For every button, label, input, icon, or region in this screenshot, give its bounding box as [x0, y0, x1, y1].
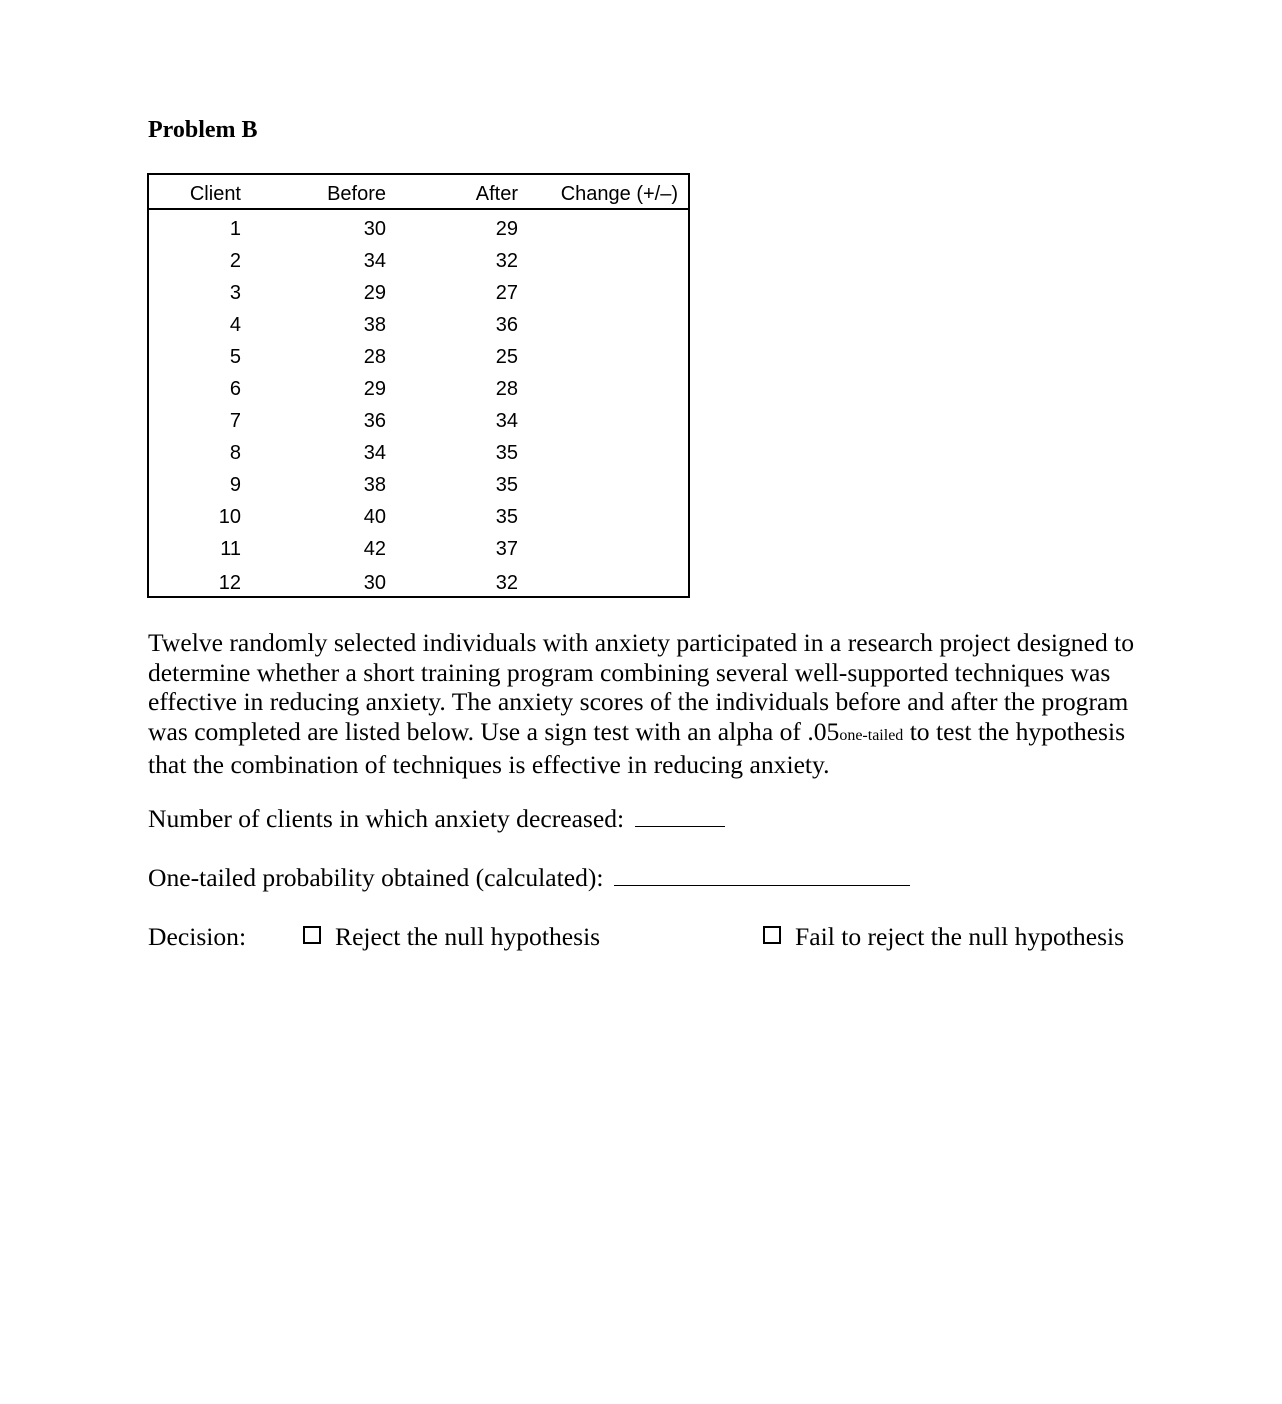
- table-row: [149, 210, 688, 242]
- problem-title: Problem B: [148, 117, 258, 143]
- description-text: Twelve randomly selected individuals with anxiety participated in a research project designed to determine whether a short training program combining several well-supported techniques was effective in reducing anxiety. The anxiety scores of the individuals before and after the program was completed are listed below. Use a sign test with an alpha of .05: [148, 628, 1135, 746]
- cell-client: 6: [229, 378, 241, 400]
- cell-client: 7: [229, 410, 241, 432]
- table-header: [149, 175, 688, 210]
- table-row: [149, 498, 688, 530]
- alpha-subscript: one-tailed: [839, 726, 904, 744]
- cell-after: 37: [495, 538, 518, 560]
- fail-to-reject-checkbox[interactable]: [763, 926, 781, 944]
- cell-client: 12: [218, 572, 241, 594]
- cell-client: 10: [218, 506, 241, 528]
- header-change: Change (+/–): [560, 183, 678, 205]
- reject-checkbox[interactable]: [303, 926, 321, 944]
- cell-client: 1: [229, 218, 241, 240]
- cell-before: 30: [363, 572, 386, 594]
- cell-after: 35: [495, 442, 518, 464]
- cell-client: 8: [229, 442, 241, 464]
- cell-before: 30: [363, 218, 386, 240]
- cell-after: 29: [495, 218, 518, 240]
- reject-label: Reject the null hypothesis: [335, 922, 601, 951]
- decreased-answer-blank[interactable]: [635, 804, 725, 827]
- table-row: [149, 402, 688, 434]
- cell-before: 29: [363, 282, 386, 304]
- cell-client: 3: [229, 282, 241, 304]
- cell-before: 36: [363, 410, 386, 432]
- table-row: [149, 434, 688, 466]
- decision-label: Decision:: [148, 922, 247, 951]
- cell-after: 25: [495, 346, 518, 368]
- cell-before: 40: [363, 506, 386, 528]
- cell-client: 9: [229, 474, 241, 496]
- problem-description: [148, 628, 1148, 780]
- probability-question: [148, 863, 910, 893]
- cell-after: 32: [495, 572, 518, 594]
- cell-client: 5: [229, 346, 241, 368]
- cell-before: 34: [363, 250, 386, 272]
- table-row: [149, 338, 688, 370]
- header-after: After: [475, 183, 518, 205]
- cell-after: 36: [495, 314, 518, 336]
- table-row: [149, 306, 688, 338]
- cell-before: 29: [363, 378, 386, 400]
- cell-after: 32: [495, 250, 518, 272]
- table-row: [149, 370, 688, 402]
- data-table: [147, 173, 690, 598]
- cell-before: 28: [363, 346, 386, 368]
- table-row: [149, 242, 688, 274]
- cell-before: 34: [363, 442, 386, 464]
- header-before: Before: [327, 183, 386, 205]
- cell-after: 35: [495, 474, 518, 496]
- cell-before: 38: [363, 314, 386, 336]
- description-text-end: to test the hypothesis that the combination of techniques is effective in reducing anxiety.: [148, 716, 1126, 779]
- table-row: [149, 564, 688, 596]
- cell-after: 34: [495, 410, 518, 432]
- reject-option[interactable]: [303, 922, 600, 952]
- cell-before: 42: [363, 538, 386, 560]
- header-client: Client: [189, 183, 241, 205]
- table-row: [149, 274, 688, 306]
- probability-answer-blank[interactable]: [614, 863, 910, 886]
- cell-after: 28: [495, 378, 518, 400]
- table-row: [149, 466, 688, 498]
- cell-before: 38: [363, 474, 386, 496]
- cell-after: 35: [495, 506, 518, 528]
- cell-after: 27: [495, 282, 518, 304]
- fail-to-reject-label: Fail to reject the null hypothesis: [795, 922, 1125, 951]
- decreased-question: [148, 804, 725, 834]
- cell-client: 11: [220, 538, 241, 560]
- table-row: [149, 530, 688, 562]
- probability-label: One-tailed probability obtained (calculated):: [148, 863, 604, 892]
- fail-to-reject-option[interactable]: [763, 922, 1124, 952]
- cell-client: 2: [229, 250, 241, 272]
- cell-client: 4: [229, 314, 241, 336]
- decreased-label: Number of clients in which anxiety decreased:: [148, 804, 625, 833]
